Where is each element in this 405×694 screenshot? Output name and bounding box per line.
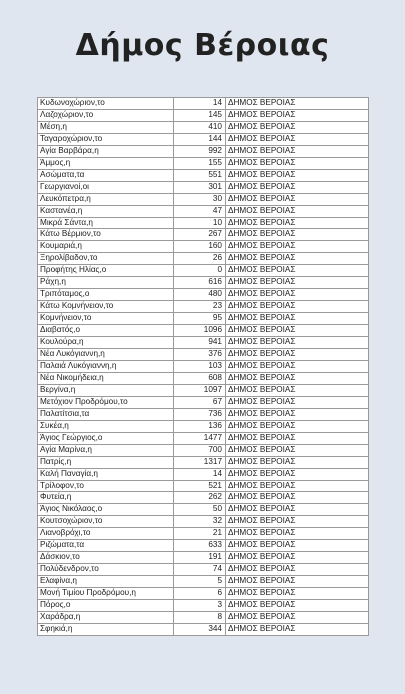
population-cell: 26 xyxy=(174,253,226,265)
table-row xyxy=(38,528,369,540)
population-cell: 1477 xyxy=(174,432,226,444)
municipality-cell: ΔΗΜΟΣ ΒΕΡΟΙΑΣ xyxy=(226,133,369,145)
municipality-cell: ΔΗΜΟΣ ΒΕΡΟΙΑΣ xyxy=(226,552,369,564)
settlement-name-cell: Άμμος,η xyxy=(38,157,174,169)
population-cell: 3 xyxy=(174,600,226,612)
population-cell: 103 xyxy=(174,360,226,372)
municipality-cell: ΔΗΜΟΣ ΒΕΡΟΙΑΣ xyxy=(226,516,369,528)
table-row xyxy=(38,408,369,420)
municipality-cell: ΔΗΜΟΣ ΒΕΡΟΙΑΣ xyxy=(226,217,369,229)
municipality-cell: ΔΗΜΟΣ ΒΕΡΟΙΑΣ xyxy=(226,337,369,349)
settlement-name-cell: Τριπόταμος,ο xyxy=(38,289,174,301)
table-row xyxy=(38,600,369,612)
population-cell: 1317 xyxy=(174,456,226,468)
municipality-cell: ΔΗΜΟΣ ΒΕΡΟΙΑΣ xyxy=(226,145,369,157)
table-row xyxy=(38,277,369,289)
municipality-cell: ΔΗΜΟΣ ΒΕΡΟΙΑΣ xyxy=(226,492,369,504)
population-cell: 136 xyxy=(174,420,226,432)
settlement-name-cell: Κουμαριά,η xyxy=(38,241,174,253)
settlement-name-cell: Χαράδρα,η xyxy=(38,611,174,623)
municipality-cell: ΔΗΜΟΣ ΒΕΡΟΙΑΣ xyxy=(226,444,369,456)
page-title: Δήμος Βέροιας xyxy=(75,28,330,63)
settlement-name-cell: Κάτω Βέρμιον,το xyxy=(38,229,174,241)
municipality-cell: ΔΗΜΟΣ ΒΕΡΟΙΑΣ xyxy=(226,623,369,635)
settlement-name-cell: Κυδωνοχώριον,το xyxy=(38,98,174,110)
municipality-cell: ΔΗΜΟΣ ΒΕΡΟΙΑΣ xyxy=(226,504,369,516)
population-cell: 941 xyxy=(174,337,226,349)
municipality-cell: ΔΗΜΟΣ ΒΕΡΟΙΑΣ xyxy=(226,372,369,384)
settlement-name-cell: Τρίλοφον,το xyxy=(38,480,174,492)
municipality-cell: ΔΗΜΟΣ ΒΕΡΟΙΑΣ xyxy=(226,169,369,181)
table-row xyxy=(38,229,369,241)
table-row xyxy=(38,205,369,217)
table-row xyxy=(38,396,369,408)
settlement-name-cell: Ασώματα,τα xyxy=(38,169,174,181)
settlement-name-cell: Κομνήνειον,το xyxy=(38,313,174,325)
population-cell: 14 xyxy=(174,468,226,480)
municipality-cell: ΔΗΜΟΣ ΒΕΡΟΙΑΣ xyxy=(226,277,369,289)
municipality-cell: ΔΗΜΟΣ ΒΕΡΟΙΑΣ xyxy=(226,576,369,588)
population-cell: 551 xyxy=(174,169,226,181)
population-cell: 262 xyxy=(174,492,226,504)
municipality-cell: ΔΗΜΟΣ ΒΕΡΟΙΑΣ xyxy=(226,528,369,540)
settlement-name-cell: Ριζώματα,τα xyxy=(38,540,174,552)
population-cell: 74 xyxy=(174,564,226,576)
settlement-name-cell: Άγιος Νικόλαος,ο xyxy=(38,504,174,516)
population-cell: 1096 xyxy=(174,325,226,337)
settlement-name-cell: Λαζοχώριον,το xyxy=(38,109,174,121)
municipality-cell: ΔΗΜΟΣ ΒΕΡΟΙΑΣ xyxy=(226,265,369,277)
municipality-cell: ΔΗΜΟΣ ΒΕΡΟΙΑΣ xyxy=(226,600,369,612)
table-row xyxy=(38,516,369,528)
municipality-cell: ΔΗΜΟΣ ΒΕΡΟΙΑΣ xyxy=(226,456,369,468)
settlement-name-cell: Γεωργιανοί,οι xyxy=(38,181,174,193)
settlement-name-cell: Κάτω Κομνήνειον,το xyxy=(38,301,174,313)
population-cell: 5 xyxy=(174,576,226,588)
municipality-cell: ΔΗΜΟΣ ΒΕΡΟΙΑΣ xyxy=(226,540,369,552)
municipality-cell: ΔΗΜΟΣ ΒΕΡΟΙΑΣ xyxy=(226,193,369,205)
settlement-name-cell: Νέα Λυκόγιαννη,η xyxy=(38,349,174,361)
settlement-name-cell: Ταγαροχώριον,το xyxy=(38,133,174,145)
table-row xyxy=(38,253,369,265)
municipality-cell: ΔΗΜΟΣ ΒΕΡΟΙΑΣ xyxy=(226,229,369,241)
settlement-name-cell: Πολύδενδρον,το xyxy=(38,564,174,576)
municipality-cell: ΔΗΜΟΣ ΒΕΡΟΙΑΣ xyxy=(226,349,369,361)
population-cell: 521 xyxy=(174,480,226,492)
settlement-name-cell: Προφήτης Ηλίας,ο xyxy=(38,265,174,277)
population-cell: 50 xyxy=(174,504,226,516)
table-row xyxy=(38,157,369,169)
population-cell: 47 xyxy=(174,205,226,217)
settlement-name-cell: Μετόχιον Προδρόμου,το xyxy=(38,396,174,408)
population-cell: 301 xyxy=(174,181,226,193)
table-row xyxy=(38,217,369,229)
population-cell: 14 xyxy=(174,98,226,110)
municipality-cell: ΔΗΜΟΣ ΒΕΡΟΙΑΣ xyxy=(226,181,369,193)
municipality-cell: ΔΗΜΟΣ ΒΕΡΟΙΑΣ xyxy=(226,109,369,121)
municipality-cell: ΔΗΜΟΣ ΒΕΡΟΙΑΣ xyxy=(226,313,369,325)
settlement-name-cell: Συκέα,η xyxy=(38,420,174,432)
population-cell: 1097 xyxy=(174,384,226,396)
population-cell: 95 xyxy=(174,313,226,325)
table-row xyxy=(38,98,369,110)
settlement-name-cell: Παλαιά Λυκόγιαννη,η xyxy=(38,360,174,372)
table-row xyxy=(38,133,369,145)
population-cell: 144 xyxy=(174,133,226,145)
table-row xyxy=(38,109,369,121)
municipality-cell: ΔΗΜΟΣ ΒΕΡΟΙΑΣ xyxy=(226,205,369,217)
table-row xyxy=(38,420,369,432)
table-row xyxy=(38,181,369,193)
settlement-name-cell: Φυτεία,η xyxy=(38,492,174,504)
settlement-name-cell: Ξηρολίβαδον,το xyxy=(38,253,174,265)
municipality-cell: ΔΗΜΟΣ ΒΕΡΟΙΑΣ xyxy=(226,611,369,623)
municipality-cell: ΔΗΜΟΣ ΒΕΡΟΙΑΣ xyxy=(226,432,369,444)
settlement-name-cell: Λιανοβρόχι,το xyxy=(38,528,174,540)
municipality-cell: ΔΗΜΟΣ ΒΕΡΟΙΑΣ xyxy=(226,121,369,133)
municipality-cell: ΔΗΜΟΣ ΒΕΡΟΙΑΣ xyxy=(226,480,369,492)
settlement-name-cell: Νέα Νικομήδεια,η xyxy=(38,372,174,384)
settlement-name-cell: Αγία Βαρβάρα,η xyxy=(38,145,174,157)
settlement-name-cell: Παλατίτσια,τα xyxy=(38,408,174,420)
population-cell: 67 xyxy=(174,396,226,408)
population-cell: 267 xyxy=(174,229,226,241)
municipality-cell: ΔΗΜΟΣ ΒΕΡΟΙΑΣ xyxy=(226,325,369,337)
table-row xyxy=(38,301,369,313)
settlement-name-cell: Κουλούρα,η xyxy=(38,337,174,349)
population-cell: 23 xyxy=(174,301,226,313)
settlement-name-cell: Κουτσοχώριον,το xyxy=(38,516,174,528)
table-row xyxy=(38,384,369,396)
population-cell: 700 xyxy=(174,444,226,456)
table-row xyxy=(38,325,369,337)
table-row xyxy=(38,564,369,576)
settlement-name-cell: Αγία Μαρίνα,η xyxy=(38,444,174,456)
municipality-cell: ΔΗΜΟΣ ΒΕΡΟΙΑΣ xyxy=(226,289,369,301)
settlement-name-cell: Ελαφίνα,η xyxy=(38,576,174,588)
municipality-cell: ΔΗΜΟΣ ΒΕΡΟΙΑΣ xyxy=(226,396,369,408)
table-row xyxy=(38,432,369,444)
table-row xyxy=(38,480,369,492)
table-row xyxy=(38,588,369,600)
table-row xyxy=(38,456,369,468)
settlement-name-cell: Βεργίνα,η xyxy=(38,384,174,396)
table-row xyxy=(38,623,369,635)
population-cell: 145 xyxy=(174,109,226,121)
population-cell: 32 xyxy=(174,516,226,528)
table-row xyxy=(38,576,369,588)
settlement-name-cell: Σφηκιά,η xyxy=(38,623,174,635)
municipality-cell: ΔΗΜΟΣ ΒΕΡΟΙΑΣ xyxy=(226,588,369,600)
population-cell: 191 xyxy=(174,552,226,564)
table-row xyxy=(38,540,369,552)
population-cell: 160 xyxy=(174,241,226,253)
municipality-cell: ΔΗΜΟΣ ΒΕΡΟΙΑΣ xyxy=(226,384,369,396)
table-row xyxy=(38,121,369,133)
population-cell: 410 xyxy=(174,121,226,133)
municipality-cell: ΔΗΜΟΣ ΒΕΡΟΙΑΣ xyxy=(226,420,369,432)
table-row xyxy=(38,145,369,157)
table-row xyxy=(38,372,369,384)
settlement-name-cell: Καστανέα,η xyxy=(38,205,174,217)
table-row xyxy=(38,360,369,372)
population-cell: 736 xyxy=(174,408,226,420)
table-row xyxy=(38,468,369,480)
settlement-name-cell: Διαβατός,ο xyxy=(38,325,174,337)
population-cell: 10 xyxy=(174,217,226,229)
municipality-cell: ΔΗΜΟΣ ΒΕΡΟΙΑΣ xyxy=(226,157,369,169)
table-row xyxy=(38,193,369,205)
settlement-name-cell: Ράχη,η xyxy=(38,277,174,289)
table-row xyxy=(38,349,369,361)
table-row xyxy=(38,241,369,253)
population-cell: 6 xyxy=(174,588,226,600)
table-row xyxy=(38,289,369,301)
table-row xyxy=(38,492,369,504)
settlement-name-cell: Μέση,η xyxy=(38,121,174,133)
population-cell: 155 xyxy=(174,157,226,169)
population-cell: 0 xyxy=(174,265,226,277)
municipality-cell: ΔΗΜΟΣ ΒΕΡΟΙΑΣ xyxy=(226,98,369,110)
municipality-cell: ΔΗΜΟΣ ΒΕΡΟΙΑΣ xyxy=(226,253,369,265)
table-body xyxy=(38,98,369,636)
settlement-name-cell: Άγιος Γεώργιος,ο xyxy=(38,432,174,444)
population-cell: 21 xyxy=(174,528,226,540)
population-cell: 992 xyxy=(174,145,226,157)
municipality-cell: ΔΗΜΟΣ ΒΕΡΟΙΑΣ xyxy=(226,301,369,313)
population-cell: 30 xyxy=(174,193,226,205)
municipality-cell: ΔΗΜΟΣ ΒΕΡΟΙΑΣ xyxy=(226,241,369,253)
table-row xyxy=(38,337,369,349)
municipality-cell: ΔΗΜΟΣ ΒΕΡΟΙΑΣ xyxy=(226,360,369,372)
population-cell: 376 xyxy=(174,349,226,361)
settlement-name-cell: Πόρος,ο xyxy=(38,600,174,612)
settlement-name-cell: Μικρά Σάντα,η xyxy=(38,217,174,229)
table-row xyxy=(38,444,369,456)
municipality-cell: ΔΗΜΟΣ ΒΕΡΟΙΑΣ xyxy=(226,468,369,480)
table-row xyxy=(38,169,369,181)
population-cell: 633 xyxy=(174,540,226,552)
settlements-sheet xyxy=(37,97,369,636)
table-row xyxy=(38,504,369,516)
population-cell: 480 xyxy=(174,289,226,301)
table-row xyxy=(38,611,369,623)
table-row xyxy=(38,313,369,325)
table-row xyxy=(38,552,369,564)
settlement-name-cell: Δάσκιον,το xyxy=(38,552,174,564)
municipality-cell: ΔΗΜΟΣ ΒΕΡΟΙΑΣ xyxy=(226,408,369,420)
population-cell: 616 xyxy=(174,277,226,289)
population-cell: 8 xyxy=(174,611,226,623)
settlement-name-cell: Λευκόπετρα,η xyxy=(38,193,174,205)
municipality-cell: ΔΗΜΟΣ ΒΕΡΟΙΑΣ xyxy=(226,564,369,576)
settlement-name-cell: Καλή Παναγία,η xyxy=(38,468,174,480)
settlement-name-cell: Μονή Τιμίου Προδρόμου,η xyxy=(38,588,174,600)
population-cell: 608 xyxy=(174,372,226,384)
population-cell: 344 xyxy=(174,623,226,635)
table-row xyxy=(38,265,369,277)
settlements-table xyxy=(37,97,369,636)
settlement-name-cell: Πατρίς,η xyxy=(38,456,174,468)
